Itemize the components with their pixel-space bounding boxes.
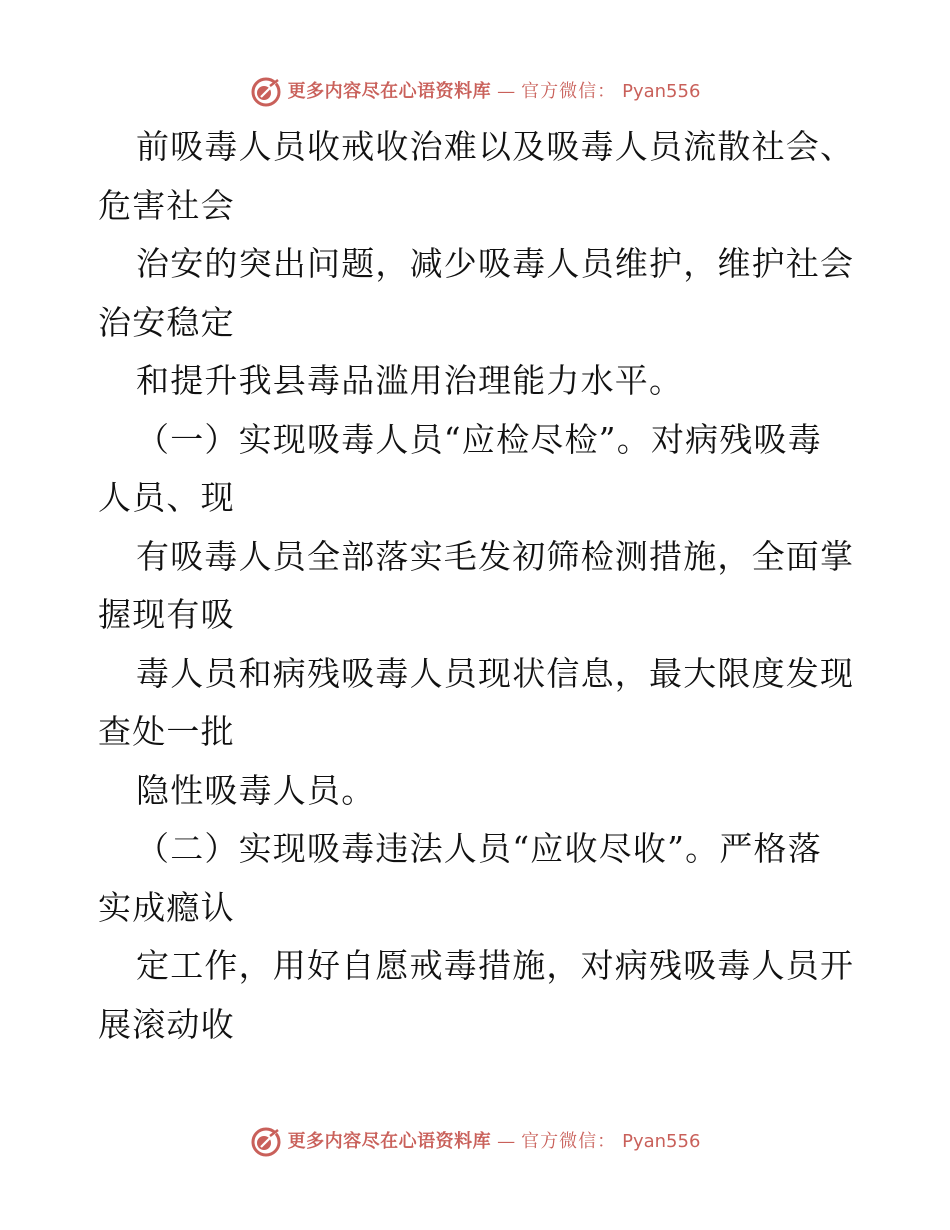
pen-logo-icon (250, 76, 282, 108)
watermark-wechat-id: Pyan556 (622, 81, 701, 102)
text-line: 前吸毒人员收戒收治难以及吸毒人员流散社会、 (136, 127, 855, 166)
text-line: （二）实现吸毒违法人员“应收尽收”。严格落 (136, 829, 822, 868)
text-line: 治安的突出问题，减少吸毒人员维护，维护社会 (136, 244, 855, 283)
text-line: 查处一批 (98, 712, 235, 751)
watermark-dash: — (497, 1131, 516, 1152)
pen-logo-icon (250, 1126, 282, 1158)
watermark-wechat-label: 官方微信： (521, 1131, 617, 1152)
watermark-wechat-id: Pyan556 (622, 1131, 701, 1152)
text-line: 有吸毒人员全部落实毛发初筛检测措施，全面掌 (136, 536, 855, 576)
watermark-dash: — (497, 81, 516, 102)
text-line: 隐性吸毒人员。 (136, 770, 376, 810)
text-line: 治安稳定 (98, 302, 235, 342)
text-line: 危害社会 (98, 185, 235, 225)
document-body (98, 118, 858, 1054)
text-line: 和提升我县毒品滥用治理能力水平。 (136, 361, 684, 400)
text-line: 展滚动收 (98, 1004, 235, 1044)
footer-watermark (0, 1126, 950, 1158)
text-line: 握现有吸 (98, 595, 235, 634)
header-watermark (0, 76, 950, 108)
text-line: 定工作，用好自愿戒毒措施，对病残吸毒人员开 (136, 946, 855, 985)
text-line: 人员、现 (98, 478, 235, 517)
text-line: （一）实现吸毒人员“应检尽检”。对病残吸毒 (136, 419, 822, 459)
text-line: 实成瘾认 (98, 887, 235, 927)
watermark-text: 更多内容尽在心语资料库 (287, 1131, 492, 1152)
watermark-wechat-label: 官方微信： (521, 81, 617, 102)
watermark-text: 更多内容尽在心语资料库 (287, 81, 492, 102)
text-line: 毒人员和病残吸毒人员现状信息，最大限度发现 (136, 653, 855, 693)
